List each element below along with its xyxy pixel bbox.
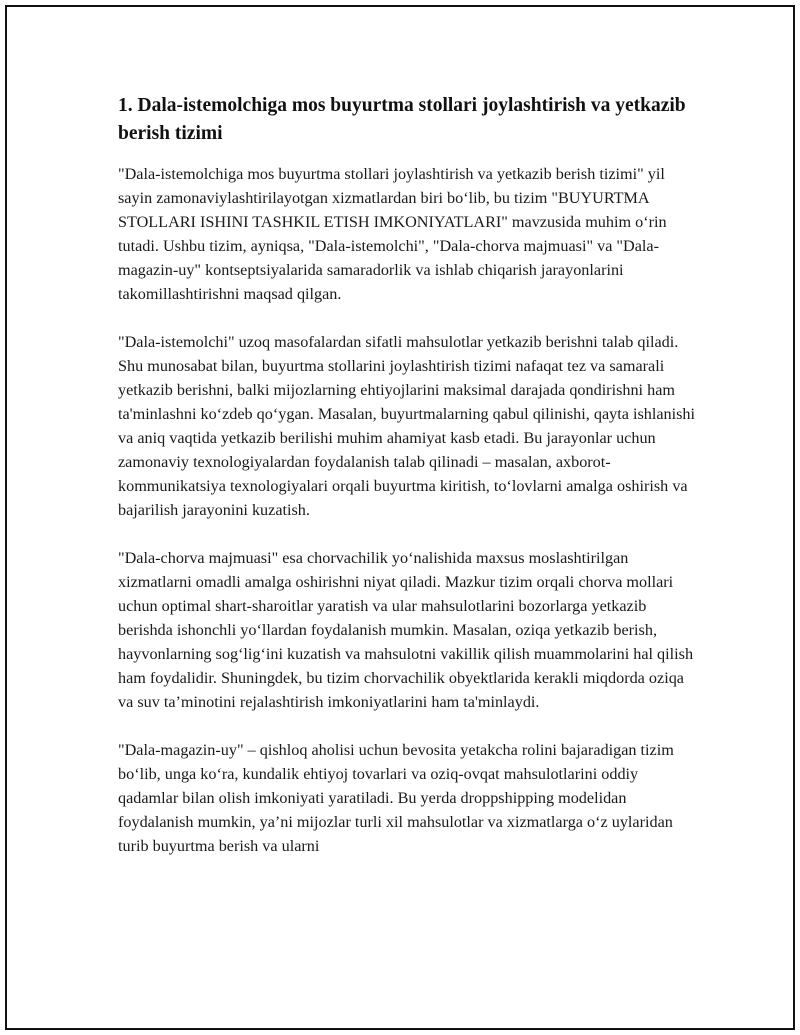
- paragraph-intro: "Dala-istemolchiga mos buyurtma stollari joylashtirish va yetkazib berish tizimi" yil sayin zamonaviylashtirilayotgan xizmatlardan biri bo‘lib, bu tizim "BUYURTMA STOLLARI ISHINI TASHKIL ETISH IMKONIYATLARI" mavzusida muhim o‘rin tutadi. Ushbu tizim, ayniqsa, "Dala-istemolchi", "Dala-chorva majmuasi" va "Dala-magazin-uy" kontseptsiyalarida samaradorlik va ishlab chiqarish jarayonlarini takomillashtirishni maqsad qilgan.: [118, 165, 667, 303]
- paragraph-dala-chorva: "Dala-chorva majmuasi" esa chorvachilik yo‘nalishida maxsus moslashtirilgan xizmatlarni omadli amalga oshirishni niyat qiladi. Mazkur tizim orqali chorva mollari uchun optimal shart-sharoitlar yaratish va ular mahsulotlarini bozorlarga yetkazib berishda ishonchli yo‘llardan foydalanish mumkin. Masalan, oziqa yetkazib berish, hayvonlarning sog‘lig‘ini kuzatish va mahsulotni vakillik qilish muammolarini hal qilish ham foydalidir. Shuningdek, bu tizim chorvachilik obyektlarida kerakli miqdorda oziqa va suv ta’minotini rejalashtirish imkoniyatlarini ham ta'minlaydi.: [118, 549, 694, 711]
- document-body: [118, 92, 700, 882]
- paragraph-dala-istemolchi: "Dala-istemolchi" uzoq masofalardan sifatli mahsulotlar yetkazib berishni talab qiladi. Shu munosabat bilan, buyurtma stollarini joylashtirish tizimi nafaqat tez va samarali yetkazib berishni, balki mijozlarning ehtiyojlarini maksimal darajada qondirishni ham ta'minlashni ko‘zdeb qo‘ygan. Masalan, buyurtmalarning qabul qilinishi, qayta ishlanishi va aniq vaqtida yetkazib berilishi muhim ahamiyat kasb etadi. Bu jarayonlar uchun zamonaviy texnologiyalardan foydalanish talab qilinadi – masalan, axborot-kommunikatsiya texnologiyalari orqali buyurtma kiritish, to‘lovlarni amalga oshirish va bajarilish jarayonini kuzatish.: [118, 333, 696, 519]
- paragraph-dala-magazin-uy: "Dala-magazin-uy" – qishloq aholisi uchun bevosita yetakcha rolini bajaradigan tizim bo‘lib, unga ko‘ra, kundalik ehtiyoj tovarlari va oziq-ovqat mahsulotlarini oddiy qadamlar bilan olish imkoniyati yaratiladi. Bu yerda droppshipping modelidan foydalanish mumkin, ya’ni mijozlar turli xil mahsulotlar va xizmatlarga o‘z uylaridan turib buyurtma berish va ularni: [118, 741, 674, 855]
- section-heading: 1. Dala-istemolchiga mos buyurtma stollari joylashtirish va yetkazib berish tizimi: [118, 95, 686, 144]
